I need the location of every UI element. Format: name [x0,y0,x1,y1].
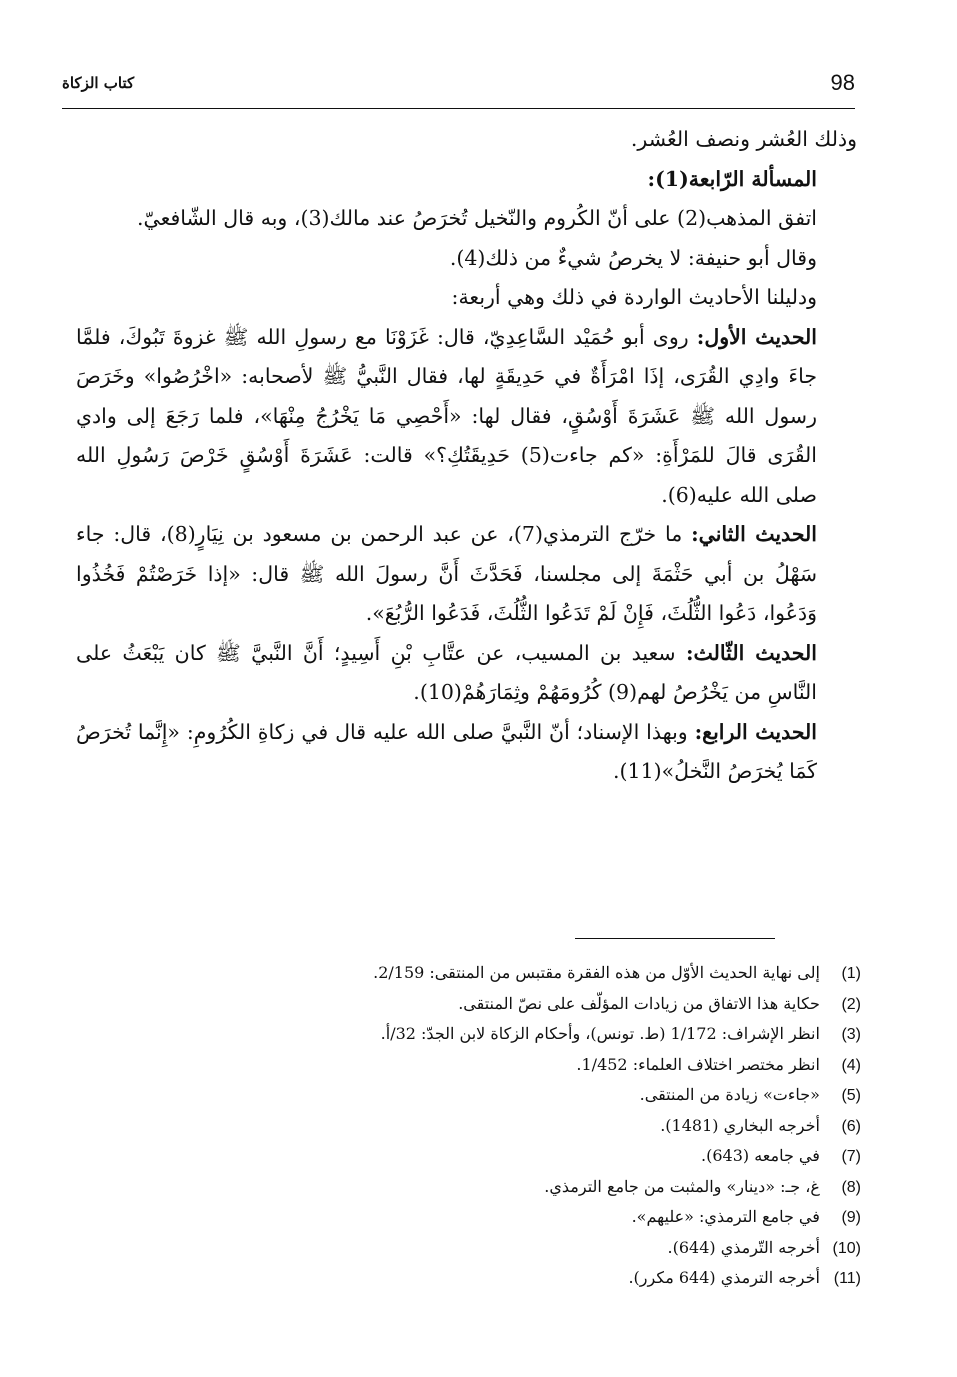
footnote-number: (6) [841,1117,861,1135]
footnote-divider [575,938,775,939]
section-heading: المسألة الرّابعة(1): [647,166,817,191]
footnote-number: (5) [841,1087,861,1104]
footnote-item [200,1111,861,1142]
footnote-item [200,1050,861,1081]
hadith-paragraph [76,318,857,516]
footnote-text: في جامعه (643). [701,1146,820,1165]
footnote-text: انظر مختصر اختلاف العلماء: 1/452. [576,1054,820,1074]
footnote-number: (7) [841,1148,861,1165]
paragraph: ودليلنا الأحاديث الواردة في ذلك وهي أربعة: [451,285,817,309]
hadith-title: الحديث الثّالث: [685,640,817,665]
running-title: كتاب الزكاة [62,74,135,92]
footnote-item [200,1141,861,1172]
footnote-number: (8) [841,1178,861,1196]
footnote-number: (11) [833,1270,861,1287]
page-number: 98 [830,70,855,95]
footnote-text: إلى نهاية الحديث الأوّل من هذه الفقرة مقتبس من المنتقى: 2/159. [373,963,820,982]
hadith-title: الحديث الثاني: [691,522,817,546]
footnote-text: انظر الإشراف: 1/172 (ط. تونس)، وأحكام الزكاة لابن الجدّ: 32/أ. [380,1024,820,1043]
footnote-item [200,1263,861,1294]
hadith-title: الحديث الأول: [696,324,817,349]
hadith-text: سعيد بن المسيب، عن عتَّابِ بْنِ أَسِيدٍ؛ أَنَّ النَّبيَّ ﷺ كان يَبْعَثُ على النَّاسِ من يَخْرُصُ لهم(9) كُرُومَهُمْ وثِمَارَهُمْ(10). [76,640,817,704]
footnote-text: «جاءت» زيادة من المنتقى. [639,1085,820,1104]
footnote-item [200,1080,861,1111]
footnote-item [200,1172,861,1203]
footnote-item [200,1202,861,1233]
hadith-paragraph [76,515,857,634]
footnote-number: (10) [832,1239,861,1257]
hadith-text: وبهذا الإسناد؛ أنّ النَّبيَّ صلى الله عليه قال في زكاةِ الكُرُومِ: «إِنَّما تُخرَصُ كَمَا يُخرَصُ النَّخلُ»(11). [76,719,817,783]
hadith-title: الحديث الرابع: [694,719,817,744]
hadith-text: ما خرّج الترمذي(7)، عن عبد الرحمن بن مسعود بن نِيَارٍ(8)، قال: جاء سَهْلُ بن أبي حَثْمَةَ إلى مجلسنا، فَحَدَّثَ أَنَّ رسولَ الله ﷺ قال: «إذا خَرَصْتُمْ فَخُذُوا وَدَعُوا، دَعُوا الثُّلُثَ، فَإِنْ لَمْ تَدَعُوا الثُّلُثَ، فَدَعُوا الرُّبُعَ». [76,522,817,625]
footnote-text: غ، جـ: «دينار» والمثبت من جامع الترمذي. [544,1176,820,1196]
footnote-text: في جامع الترمذي: «عليهم». [631,1207,820,1226]
footnote-item [200,958,861,989]
hadith-paragraph [76,634,857,713]
paragraph: اتفق المذهب(2) على أنّ الكُروم والنّخيل تُخرَصُ عند مالك(3)، وبه قال الشّافعيّ. [136,206,817,230]
footnotes [200,958,861,1294]
main-text [76,120,857,792]
footnote-item [200,1233,861,1264]
footnote-text: أخرجه التّرمذي (644). [667,1237,820,1257]
footnote-number: (3) [841,1026,861,1043]
footnote-number: (9) [841,1209,861,1226]
footnote-text: أخرجه الترمذي (644 مكرر). [628,1268,820,1287]
footnote-item [200,1019,861,1050]
footnote-number: (1) [841,965,861,982]
footnote-item [200,989,861,1020]
paragraph: وقال أبو حنيفة: لا يخرصُ شيءٌ من ذلك(4). [449,245,817,270]
footnote-number: (4) [841,1056,861,1074]
hadith-paragraph [76,713,857,792]
footnote-text: أخرجه البخاري (1481). [660,1115,820,1135]
paragraph: وذلك العُشر ونصف العُشر. [630,127,857,151]
page-header [62,68,855,109]
footnote-number: (2) [841,995,861,1013]
hadith-text: روى أبو حُمَيْد السَّاعِدِيّ، قال: غَزَوْنَا مع رسولِ الله ﷺ غزوةَ تَبُوكَ، فلمَّا جاءَ وادِي القُرَى، إذَا امْرَأَةٌ في حَدِيقَةٍ لها، فقال النَّبيُّ ﷺ لأصحابه: «اخْرُصُوا» وخَرَصَ رسول الله ﷺ عَشَرَةَ أَوْسُقٍ، فقال لها: «أَحْصِي مَا يَخْرُجُ مِنْهَا»، فلما رَجَعَ إلى وادي القُرَى قالَ للمَرْأَةِ: «كم جاءت(5) حَدِيقَتُكِ؟» قالت: عَشَرَةَ أَوْسُقٍ خَرْصَ رَسُولِ الله صلى الله عليه(6). [76,324,818,507]
footnote-text: حكاية هذا الاتفاق من زيادات المؤلّف على نصّ المنتقى. [458,993,820,1013]
